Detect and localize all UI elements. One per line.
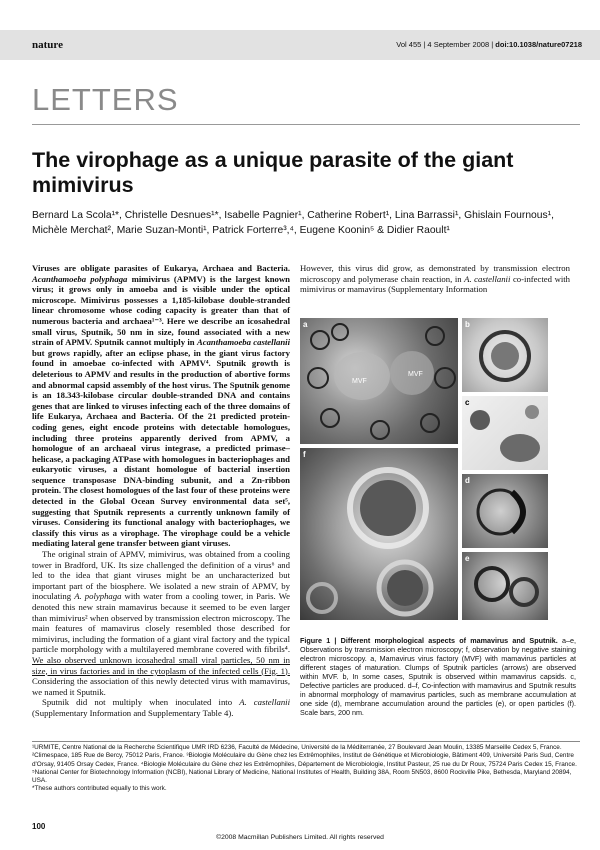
figure-1 [300,318,590,620]
panel-c-micrograph [462,396,548,470]
body-paragraph: Sputnik did not multiply when inoculated into A. castellanii (Supplementary Information and Supplementary Table 4). [32,697,290,718]
panel-label-e: e [465,554,470,563]
panel-label-a: a [303,320,308,329]
panel-f-micrograph [300,448,458,620]
highlighted-sentence: We also observed unknown icosahedral small viral particles, 50 nm in size, in virus factories and in the cytoplasm of the infected cells (Fig. 1). [32,654,290,676]
panel-label-d: d [465,476,470,485]
article-title: The virophage as a unique parasite of the giant mimivirus [32,148,514,197]
panel-e-micrograph [462,552,548,620]
mvf-label: MVF [408,371,423,378]
panel-label-b: b [465,320,470,329]
footnote-divider [32,741,580,742]
author-list: Bernard La Scola¹*, Christelle Desnues¹*, Isabelle Pagnier¹, Catherine Robert¹, Lina Barrassi¹, Ghislain Fournous¹, Michèle Merchat², Marie Suzan-Monti¹, Patrick Forterre³,⁴, Eugene Koonin⁵ & Didier Raoult¹ [32,210,554,236]
abstract: Viruses are obligate parasites of Eukarya, Archaea and Bacteria. Acanthamoeba polyphaga mimivirus (APMV) is the largest known virus; it grows only in amoeba and is visible under the optical microscope. Mimivirus possesses a 1,185-kilobase double-stranded linear chromosome whose coding capacity is greater than that of numerous bacteria and archaea¹⁻³. Here we describe an icosahedral small virus, Sputnik, 50 nm in size, found associated with a new strain of APMV. Sputnik cannot multiply in Acanthamoeba castellanii but grows rapidly, after an eclipse phase, in the giant virus factory found in amoebae co-infected with APMV⁴. Sputnik growth is deleterious to APMV and results in the production of abortive forms and abnormal capsid assembly of the host virus. The Sputnik genome is an 18.343-kilobase circular double-stranded DNA and contains genes that are linked to viruses infecting each of the three domains of life Eukarya, Archaea and Bacteria. Of the 21 predicted protein-coding genes, eight encode proteins with detectable homologues, including three proteins apparently derived from APMV, a homologue of an archaeal virus integrase, a predicted primase–helicase, a packaging ATPase with homologues in bacteriophages and eukaryotic viruses, a distant homologue of bacterial insertion sequence transposase DNA-binding subunit, and a Zn-ribbon protein. The closest homologues of the last four of these proteins were detected in the Global Ocean Survey environmental data set⁵, suggesting that Sputnik represents a currently unknown family of viruses. Considering its functional analogy with bacteriophages, we classify this virus as a virophage. The virophage could be a vehicle mediating lateral gene transfer between giant viruses. [32,263,290,549]
figure-caption: Figure 1 | Different morphological aspects of mamavirus and Sputnik. a–e, Observations by transmission electron microscopy; f, observation by negative staining electron microscopy. a, Mamavirus virus factory (MVF) with mamavirus particles at different stages of maturation. Clumps of Sputnik particles (arrows) are observed within MVF. b, In some cases, Sputnik is observed within mamavirus capsids. c, Defective particles are produced. d–f, Co-infection with mamavirus and Sputnik results in abnormal morphology of mamavirus particles, such as membrane accumulation at one side (d), membrane accumulation around the particles (e), or open particles (f). Scale bars, 200 nm. [300,636,576,717]
left-column [32,263,290,719]
affiliations: ¹URMITE, Centre National de la Recherche Scientifique UMR IRD 6236, Faculté de Médecine, Université de la Méditerranée, 27 Boulevard Jean Moulin, 13385 Marseille Cedex 5, France. ²Climespace, 185 Rue de Bercy, 75012 Paris, France. ³Biologie Moléculaire du Gène chez les Extrêmophiles, Institut de Génétique et Microbiologie, Bâtiment 409, Université Paris Sud, Centre d'Orsay, 91405 Orsay Cedex, France. ⁴Biologie Moléculaire du Gène chez les Extrêmophiles, Département de Microbiologie, Institut Pasteur, 25 rue du Dr Roux, 75724 Paris Cedex 15, France. ⁵National Center for Biotechnology Information (NCBI), National Library of Medicine, National Institutes of Health, Building 38A, Room 5N503, 8600 Rockville Pike, Bethesda, Maryland 20894, USA. [32,744,577,785]
panel-a-particles [300,318,458,444]
volume-date: Vol 455 | 4 September 2008 | [396,40,494,49]
page-number: 100 [32,822,46,831]
section-label: LETTERS [32,82,179,117]
footnotes [32,744,580,794]
body-paragraph: The original strain of APMV, mimivirus, was obtained from a cooling tower in Bradford, UK. Its size challenged the definition of a virus⁶ and led to the idea that giant viruses might be an uncharacterized but important part of the biosphere. We isolated a new strain of APMV, by inoculating A. polyphaga with water from a cooling tower, in Paris. We denoted this new strain mamavirus because it seemed to be even larger than mimivirus² when observed by transmission electron microscopy. The main features of mamavirus closely resembled those described for mimivirus, including the formation of a giant viral factory and the typical particle morphology with a multilayered membrane covered with fibrils⁴. We also observed unknown icosahedral small viral particles, 50 nm in size, in virus factories and in the cytoplasm of the infected cells (Fig. 1). Considering the association of this newly detected virus with mamavirus, we named it Sputnik. [32,549,290,697]
panel-d-micrograph [462,474,548,548]
issue-info [396,40,582,49]
panel-label-f: f [303,450,306,459]
copyright-notice: ©2008 Macmillan Publishers Limited. All rights reserved [216,834,384,841]
panel-a-micrograph [300,318,458,444]
panel-b-micrograph [462,318,548,392]
right-column-text: However, this virus did grow, as demonstrated by transmission electron microscopy and polymerase chain reaction, in A. castellanii co-infected with mimivirus or mamavirus (Supplementary Information [300,263,571,295]
journal-name: nature [32,39,63,51]
doi[interactable]: doi:10.1038/nature07218 [495,40,582,49]
equal-contribution-note: *These authors contributed equally to this work. [32,785,167,793]
panel-label-c: c [465,398,470,407]
journal-header [0,30,600,60]
mvf-label: MVF [352,378,367,385]
section-divider [32,124,580,125]
